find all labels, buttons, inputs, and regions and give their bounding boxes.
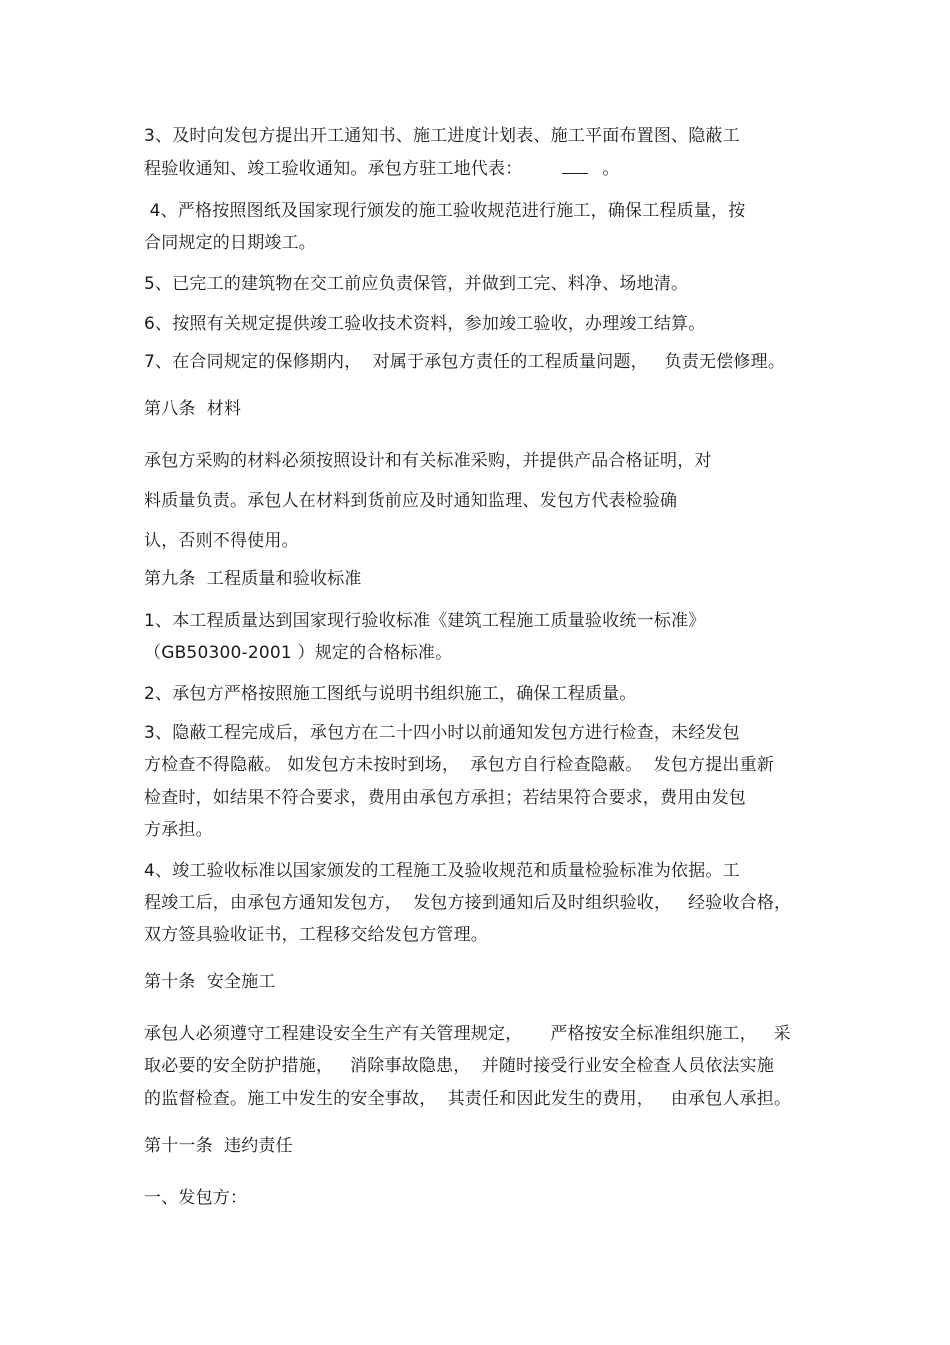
clause-9-item-3-line-3: 检查时，如结果不符合要求，费用由承包方承担；若结果符合要求，费用由发包 (144, 788, 746, 808)
clause-7-item-6: 6、按照有关规定提供竣工验收技术资料，参加竣工验收，办理竣工结算。 (144, 314, 706, 334)
clause-9-heading: 第九条 工程质量和验收标准 (144, 569, 362, 589)
clause-10-text-line-2: 取必要的安全防护措施， 消除事故隐患， 并随时接受行业安全检查人员依法实施 (144, 1056, 775, 1076)
clause-9-item-4-line-1: 4、竣工验收标准以国家颁发的工程施工及验收规范和质量检验标准为依据。工 (144, 861, 740, 881)
clause-10-text-line-1: 承包人必须遵守工程建设安全生产有关管理规定， 严格按安全标准组织施工， 采 (144, 1024, 791, 1044)
clause-9-item-3-line-2: 方检查不得隐蔽。 如发包方未按时到场， 承包方自行检查隐蔽。 发包方提出重新 (144, 755, 775, 775)
clause-8-heading: 第八条 材料 (144, 399, 242, 419)
clause-7-item-4-line-2: 合同规定的日期竣工。 (144, 233, 316, 253)
clause-8-text-line-2: 料质量负责。承包人在材料到货前应及时通知监理、发包方代表检验确 (144, 491, 678, 511)
clause-8-text-line-1: 承包方采购的材料必须按照设计和有关标准采购，并提供产品合格证明，对 (144, 451, 712, 471)
clause-11-item-1: 一、发包方： (144, 1188, 248, 1208)
clause-7-item-3-line-1: 3、及时向发包方提出开工通知书、施工进度计划表、施工平面布置图、隐蔽工 (144, 126, 740, 146)
clause-11-heading: 第十一条 违约责任 (144, 1136, 293, 1156)
clause-7-item-4-line-1: 4、严格按照图纸及国家现行颁发的施工验收规范进行施工，确保工程质量，按 (144, 201, 746, 221)
contractor-rep-label: 程验收通知、竣工验收通知。承包方驻工地代表： (144, 159, 523, 179)
clause-7-item-7: 7、在合同规定的保修期内， 对属于承包方责任的工程质量问题， 负责无偿修理。 (144, 352, 786, 372)
contractor-rep-blank (562, 159, 588, 174)
clause-10-text-line-3: 的监督检查。施工中发生的安全事故， 其责任和因此发生的费用， 由承包人承担。 (144, 1089, 792, 1109)
clause-7-item-3-line-2 (144, 157, 620, 181)
clause-10-heading: 第十条 安全施工 (144, 972, 276, 992)
line-end-period: 。 (602, 159, 620, 179)
clause-9-item-3-line-1: 3、隐蔽工程完成后，承包方在二十四小时以前通知发包方进行检查，未经发包 (144, 723, 740, 743)
clause-9-item-4-line-3: 双方签具验收证书，工程移交给发包方管理。 (144, 925, 488, 945)
clause-9-item-4-line-2: 程竣工后，由承包方通知发包方， 发包方接到通知后及时组织验收， 经验收合格， (144, 893, 792, 913)
clause-9-item-1-line-2: （GB50300-2001 ）规定的合格标准。 (144, 643, 453, 663)
clause-9-item-1-line-1: 1、本工程质量达到国家现行验收标准《建筑工程施工质量验收统一标准》 (144, 611, 706, 631)
clause-8-text-line-3: 认，否则不得使用。 (144, 531, 299, 551)
clause-7-item-5: 5、已完工的建筑物在交工前应负责保管，并做到工完、料净、场地清。 (144, 274, 689, 294)
clause-9-item-2: 2、承包方严格按照施工图纸与说明书组织施工，确保工程质量。 (144, 684, 637, 704)
clause-9-item-3-line-4: 方承担。 (144, 820, 213, 840)
